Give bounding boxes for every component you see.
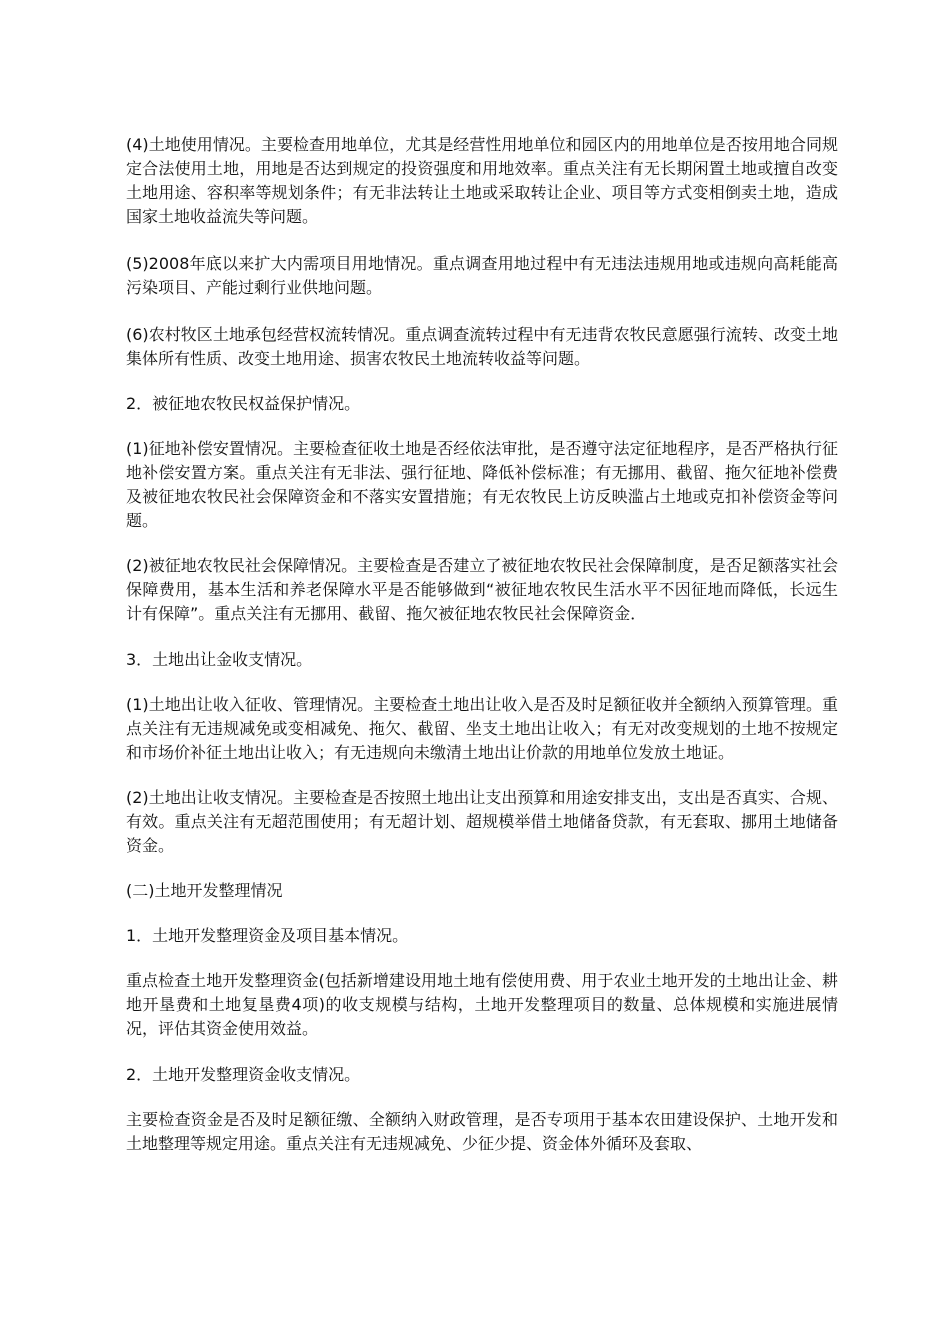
subsection-heading-funds-projects: 1．土地开发整理资金及项目基本情况。 [126,926,409,945]
paragraph-domestic-demand-projects: (5)2008年底以来扩大内需项目用地情况。重点调查用地过程中有无违法违规用地或违规向高耗能高污染项目、产能过剩行业供地问题。 [126,254,838,297]
paragraph-funds-collection: 主要检查资金是否及时足额征缴、全额纳入财政管理，是否专项用于基本农田建设保护、土地开发和土地整理等规定用途。重点关注有无违规减免、少征少提、资金体外循环及套取、 [126,1110,838,1153]
paragraph-revenue-expenditure: (2)土地出让收支情况。主要检查是否按照土地出让支出预算和用途安排支出，支出是否真实、合规、有效。重点关注有无超范围使用；有无超计划、超规模举借土地储备贷款，有无套取、挪用土地储备资金。 [126,788,838,855]
subsection-heading-funds-flow: 2．土地开发整理资金收支情况。 [126,1065,361,1084]
paragraph-compensation: (1)征地补偿安置情况。主要检查征收土地是否经依法审批，是否遵守法定征地程序，是否严格执行征地补偿安置方案。重点关注有无非法、强行征地、降低补偿标准；有无挪用、截留、拖欠征地补偿费及被征地农牧民社会保障资金和不落实安置措施；有无农牧民上访反映滥占土地或克扣补偿资金等问题。 [126,439,838,530]
paragraph-land-use: (4)土地使用情况。主要检查用地单位，尤其是经营性用地单位和园区内的用地单位是否按用地合同规定合法使用土地，用地是否达到规定的投资强度和用地效率。重点关注有无长期闲置土地或擅自改变土地用途、容积率等规划条件；有无非法转让土地或采取转让企业、项目等方式变相倒卖土地，造成国家土地收益流失等问题。 [126,135,838,226]
section-heading-transfer-fees: 3．土地出让金收支情况。 [126,650,313,669]
paragraph-revenue-collection: (1)土地出让收入征收、管理情况。主要检查土地出让收入是否及时足额征收并全额纳入预算管理。重点关注有无违规减免或变相减免、拖欠、截留、坐支土地出让收入；有无对改变规划的土地不按规定和市场价补征土地出让收入；有无违规向未缴清土地出让价款的用地单位发放土地证。 [126,695,838,762]
paragraph-social-security: (2)被征地农牧民社会保障情况。主要检查是否建立了被征地农牧民社会保障制度，是否足额落实社会保障费用，基本生活和养老保障水平是否能够做到“被征地农牧民生活水平不因征地而降低，长远生计有保障”。重点关注有无挪用、截留、拖欠被征地农牧民社会保障资金． [126,556,838,623]
paragraph-contract-transfer: (6)农村牧区土地承包经营权流转情况。重点调查流转过程中有无违背农牧民意愿强行流转、改变土地集体所有性质、改变土地用途、损害农牧民土地流转收益等问题。 [126,325,838,368]
document-body [126,133,838,1178]
section-heading-farmer-rights: 2．被征地农牧民权益保护情况。 [126,394,361,413]
paragraph-funds-scale: 重点检查土地开发整理资金(包括新增建设用地土地有偿使用费、用于农业土地开发的土地出让金、耕地开垦费和土地复垦费4项)的收支规模与结构，土地开发整理项目的数量、总体规模和实施进展情况，评估其资金使用效益。 [126,971,838,1038]
section-heading-land-development: (二)土地开发整理情况 [126,881,283,900]
